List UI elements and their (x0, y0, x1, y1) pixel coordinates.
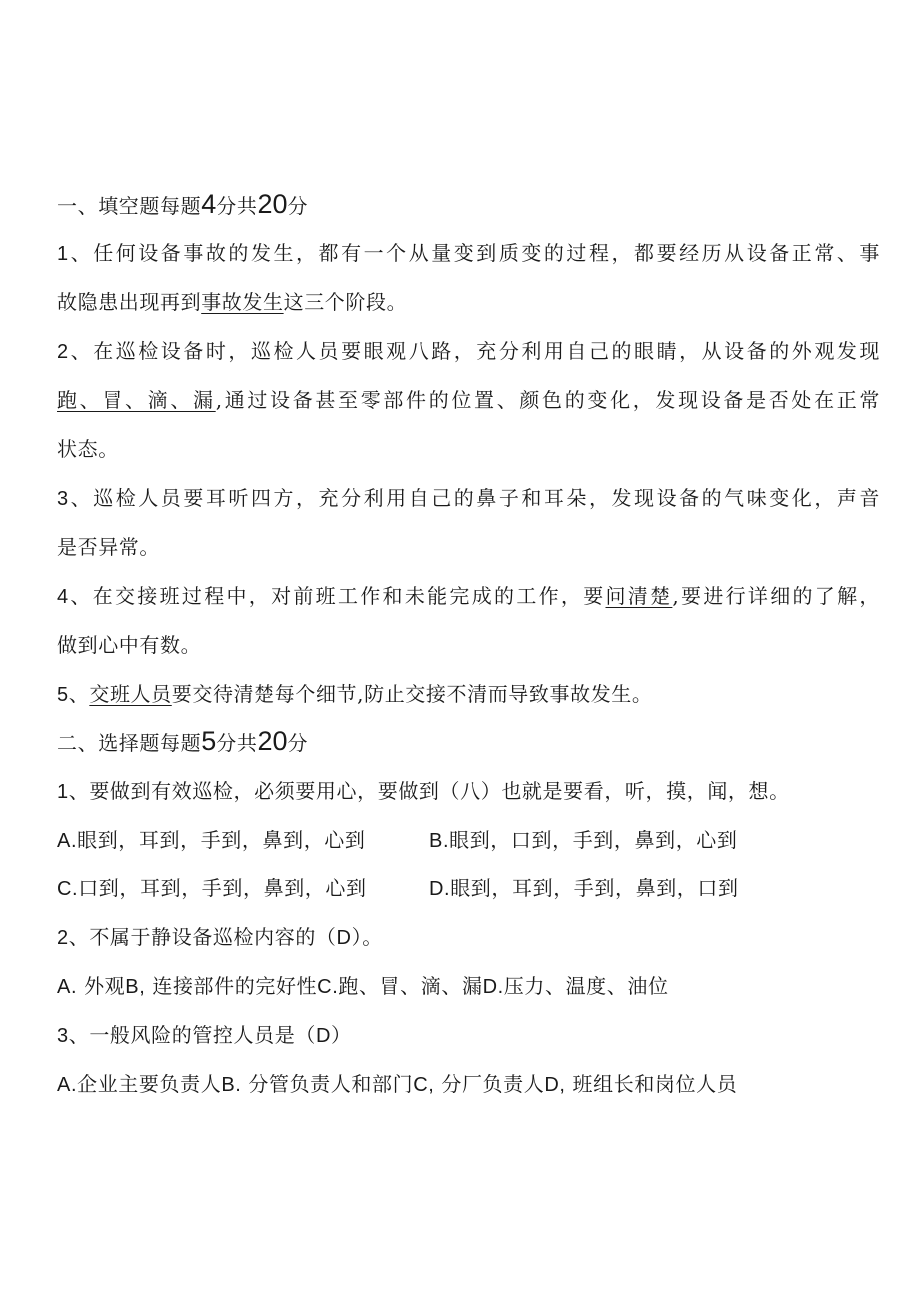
answer-blank: 事故发生 (201, 290, 284, 314)
question-2-line-1: 2、在巡检设备时，巡检人员要眼观八路，充分利用自己的眼睛，从设备的外观发现 (57, 339, 880, 363)
option-c: C.口到，耳到，手到，鼻到，心到 (57, 876, 367, 900)
question-5-line-1: 5、交班人员要交待清楚每个细节,防止交接不清而导致事故发生。 (57, 682, 653, 706)
question-4-line-2: 做到心中有数。 (57, 633, 202, 657)
mc-question-1-stem: 1、要做到有效巡检，必须要用心，要做到（八）也就是要看，听，摸，闻，想。 (57, 779, 790, 803)
question-3-line-2: 是否异常。 (57, 535, 160, 559)
answer-blank: 交班人员 (89, 682, 172, 706)
section-2-heading: 二、选择题每题5分共20分 (57, 726, 309, 756)
question-1-line-1: 1、任何设备事故的发生，都有一个从量变到质变的过程，都要经历从设备正常、事 (57, 241, 880, 265)
question-2-line-3: 状态。 (57, 437, 119, 461)
mc-question-1-options-row-2 (57, 875, 880, 902)
mc-question-3-stem: 3、一般风险的管控人员是（D） (57, 1023, 352, 1047)
answer-blank: 跑、冒、滴、漏 (57, 388, 216, 412)
answer-letter: D (336, 927, 352, 949)
mc-question-2-options: A. 外观B, 连接部件的完好性C.跑、冒、滴、漏D.压力、温度、油位 (57, 974, 669, 998)
option-d: D.眼到，耳到，手到，鼻到，口到 (429, 876, 739, 900)
question-3-line-1: 3、巡检人员要耳听四方，充分利用自己的鼻子和耳朵，发现设备的气味变化，声音 (57, 486, 880, 510)
mc-question-2-stem: 2、不属于静设备巡检内容的（D）。 (57, 925, 383, 949)
mc-question-3-options: A.企业主要负责人B. 分管负责人和部门C, 分厂负责人D, 班组长和岗位人员 (57, 1072, 738, 1096)
option-a: A.眼到，耳到，手到，鼻到，心到 (57, 828, 366, 852)
option-b: B.眼到，口到，手到，鼻到，心到 (429, 828, 738, 852)
answer-letter: D (315, 1025, 331, 1047)
question-4-line-1: 4、在交接班过程中，对前班工作和未能完成的工作，要问清楚,要进行详细的了解， (57, 584, 880, 608)
section-1-heading: 一、填空题每题4分共20分 (57, 189, 309, 219)
mc-question-1-options-row-1 (57, 827, 880, 854)
question-2-line-2: 跑、冒、滴、漏,通过设备甚至零部件的位置、颜色的变化，发现设备是否处在正常 (57, 388, 881, 412)
question-1-line-2: 故隐患出现再到事故发生这三个阶段。 (57, 290, 408, 314)
answer-blank: 问清楚 (605, 584, 673, 608)
